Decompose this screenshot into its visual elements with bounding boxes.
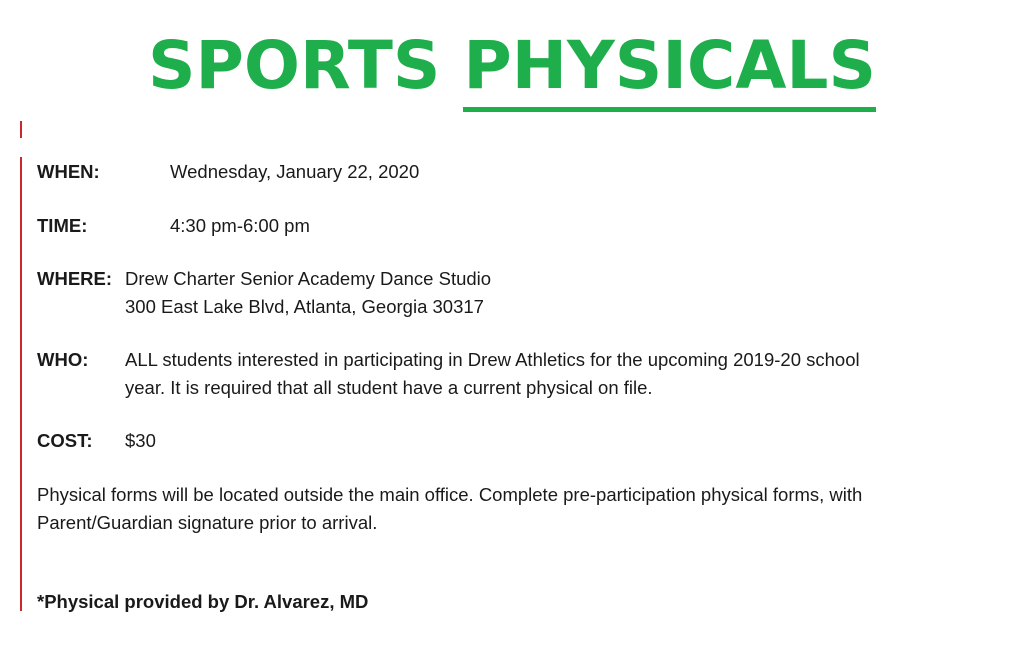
who-line-2: year. It is required that all student have a current physical on file. bbox=[125, 377, 653, 398]
title-word-physicals: PHYSICALS bbox=[463, 26, 876, 106]
when-label: WHEN: bbox=[37, 161, 100, 182]
where-line-2: 300 East Lake Blvd, Atlanta, Georgia 30317 bbox=[125, 296, 484, 317]
forms-line-1: Physical forms will be located outside the main office. Complete pre-participation physical forms, with bbox=[37, 484, 863, 505]
when-value: Wednesday, January 22, 2020 bbox=[170, 161, 420, 182]
page-title bbox=[0, 26, 1024, 106]
title-word-sports: SPORTS bbox=[147, 27, 441, 104]
title-underline bbox=[463, 107, 876, 112]
time-value: 4:30 pm-6:00 pm bbox=[170, 215, 310, 236]
where-label: WHERE: bbox=[37, 268, 113, 289]
where-line-1: Drew Charter Senior Academy Dance Studio bbox=[125, 268, 492, 289]
footer-note: *Physical provided by Dr. Alvarez, MD bbox=[37, 591, 369, 612]
cost-label: COST: bbox=[37, 430, 93, 451]
margin-bar bbox=[20, 157, 22, 611]
who-label: WHO: bbox=[37, 349, 89, 370]
time-label: TIME: bbox=[37, 215, 88, 236]
forms-line-2: Parent/Guardian signature prior to arrival. bbox=[37, 512, 378, 533]
cost-value: $30 bbox=[125, 430, 156, 451]
margin-mark bbox=[20, 121, 22, 138]
who-line-1: ALL students interested in participating in Drew Athletics for the upcoming 2019-20 school bbox=[125, 349, 860, 370]
